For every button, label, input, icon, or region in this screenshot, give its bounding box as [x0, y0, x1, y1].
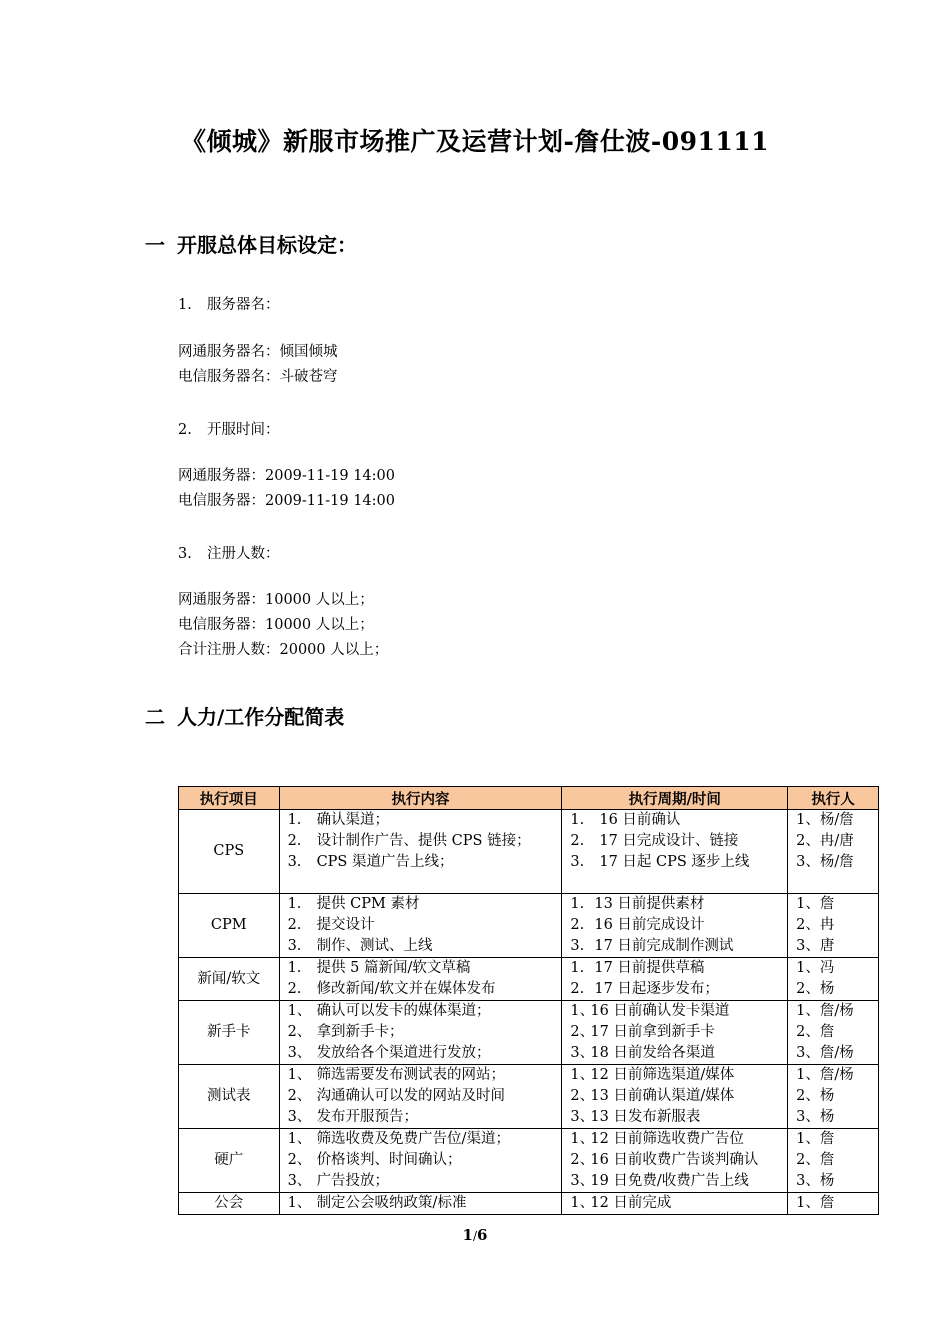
- row-project: CPM: [179, 894, 280, 958]
- registration-lines: [178, 588, 388, 663]
- table-row: [179, 1065, 879, 1129]
- row-time: 1. 17 日前提供草稿 2. 17 日起逐步发布；: [562, 958, 788, 1001]
- section-2-number: 二: [145, 705, 165, 729]
- row-owner: 1、詹: [788, 1193, 879, 1215]
- row-owner: 1、詹/杨 2、詹 3、詹/杨: [788, 1001, 879, 1065]
- row-project: 新手卡: [179, 1001, 280, 1065]
- total-registrations: 合计注册人数：20000 人以上；: [178, 642, 389, 658]
- row-content: 1、 确认可以发卡的媒体渠道； 2、 拿到新手卡； 3、 发放给各个渠道进行发放；: [279, 1001, 562, 1065]
- row-project: 测试表: [179, 1065, 280, 1129]
- row-owner: 1、冯 2、杨: [788, 958, 879, 1001]
- work-allocation-table: [178, 786, 879, 1215]
- row-content: 1、 制定公会吸纳政策/标准: [279, 1193, 562, 1215]
- row-owner: 1、詹 2、冉 3、唐: [788, 894, 879, 958]
- row-content: 1. 提供 CPM 素材 2. 提交设计 3. 制作、测试、上线: [279, 894, 562, 958]
- row-owner: 1、杨/詹 2、冉/唐 3、杨/詹: [788, 810, 879, 894]
- telecom-launch-time: 电信服务器：2009-11-19 14:00: [178, 493, 395, 509]
- header-project: 执行项目: [179, 787, 280, 810]
- netcom-launch-time: 网通服务器：2009-11-19 14:00: [178, 468, 395, 484]
- item-registrations: 3. 注册人数：: [178, 546, 280, 562]
- row-time: 1、16 日前确认发卡渠道 2、17 日前拿到新手卡 3、18 日前发给各渠道: [562, 1001, 788, 1065]
- row-owner: 1、詹 2、詹 3、杨: [788, 1129, 879, 1193]
- section-2-heading: [145, 701, 344, 730]
- row-time: 1. 13 日前提供素材 2. 16 日前完成设计 3. 17 日前完成制作测试: [562, 894, 788, 958]
- row-time: 1、12 日前筛选收费广告位 2、16 日前收费广告谈判确认 3、19 日免费/收费广告上线: [562, 1129, 788, 1193]
- row-project: CPS: [179, 810, 280, 894]
- section-1-title: 开服总体目标设定：: [177, 233, 357, 257]
- row-content: 1. 确认渠道； 2. 设计制作广告、提供 CPS 链接； 3. CPS 渠道广告上线；: [279, 810, 562, 894]
- table-header-row: [179, 787, 879, 810]
- page-total: 6: [477, 1226, 488, 1244]
- row-content: 1. 提供 5 篇新闻/软文草稿 2. 修改新闻/软文并在媒体发布: [279, 958, 562, 1001]
- netcom-registrations: 网通服务器：10000 人以上；: [178, 592, 374, 608]
- server-name-lines: [178, 340, 338, 390]
- item-launch-time: 2. 开服时间：: [178, 422, 280, 438]
- row-time: 1、12 日前完成: [562, 1193, 788, 1215]
- telecom-server-name: 电信服务器名：斗破苍穹: [178, 369, 338, 385]
- table-row: [179, 958, 879, 1001]
- table-row: [179, 1193, 879, 1215]
- row-time: 1、12 日前筛选渠道/媒体 2、13 日前确认渠道/媒体 3、13 日发布新服表: [562, 1065, 788, 1129]
- section-2-title: 人力/工作分配简表: [177, 705, 345, 729]
- page-current: 1: [462, 1226, 473, 1244]
- table-row: [179, 810, 879, 894]
- page-number: [0, 1226, 950, 1244]
- table-row: [179, 1001, 879, 1065]
- row-project: 公会: [179, 1193, 280, 1215]
- telecom-registrations: 电信服务器：10000 人以上；: [178, 617, 374, 633]
- table-row: [179, 894, 879, 958]
- section-1-heading: [145, 229, 357, 258]
- row-time: 1. 16 日前确认 2. 17 日完成设计、链接 3. 17 日起 CPS 逐步上线: [562, 810, 788, 894]
- netcom-server-name: 网通服务器名：倾国倾城: [178, 344, 338, 360]
- item-server-name: 1. 服务器名：: [178, 297, 280, 313]
- row-content: 1、 筛选收费及免费广告位/渠道； 2、 价格谈判、时间确认； 3、 广告投放；: [279, 1129, 562, 1193]
- document-title: 《倾城》新服市场推广及运营计划-詹仕波-091111: [180, 127, 770, 156]
- header-period: 执行周期/时间: [562, 787, 788, 810]
- launch-time-lines: [178, 464, 395, 514]
- page-separator: /: [472, 1229, 478, 1243]
- header-owner: 执行人: [788, 787, 879, 810]
- header-content: 执行内容: [279, 787, 562, 810]
- row-project: 硬广: [179, 1129, 280, 1193]
- row-project: 新闻/软文: [179, 958, 280, 1001]
- row-content: 1、 筛选需要发布测试表的网站； 2、 沟通确认可以发的网站及时间 3、 发布开服预告；: [279, 1065, 562, 1129]
- table-row: [179, 1129, 879, 1193]
- section-1-number: 一: [145, 233, 165, 257]
- row-owner: 1、詹/杨 2、杨 3、杨: [788, 1065, 879, 1129]
